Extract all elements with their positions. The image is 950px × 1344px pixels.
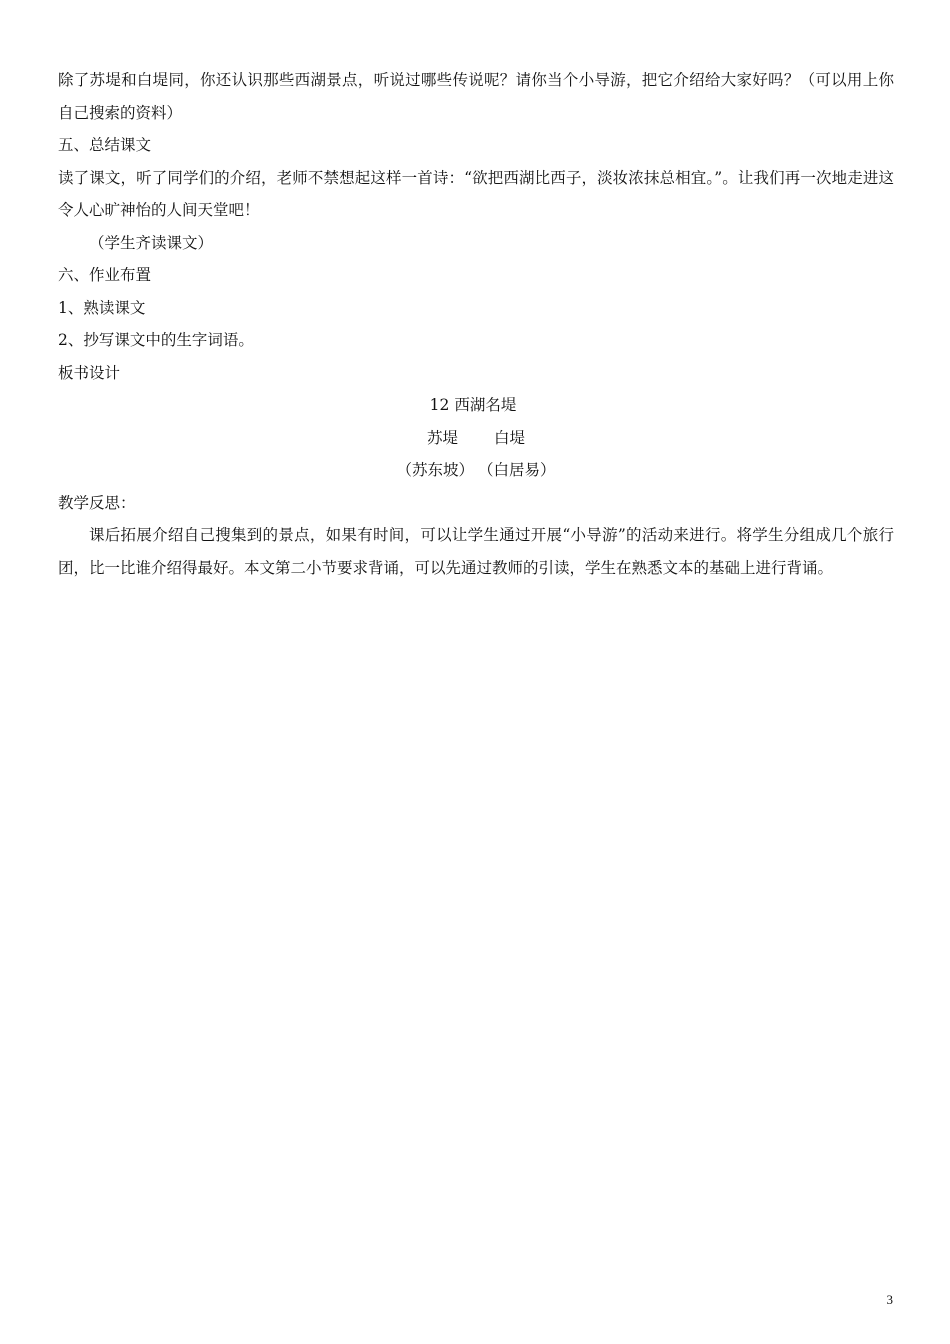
board-design-heading: 板书设计 [58, 363, 121, 382]
page-number: 3 [886, 1292, 893, 1307]
homework-item-1: 1、熟读课文 [58, 298, 146, 317]
board-title: 12 西湖名堤 [429, 396, 517, 414]
paragraph-summary: 读了课文，听了同学们的介绍，老师不禁想起这样一首诗：“欲把西湖比西子，淡妆浓抹总相宜。”。让我们再一次地走进这令人心旷神怡的人间天堂吧！ [58, 168, 894, 219]
reflection-heading: 教学反思： [58, 493, 136, 512]
board-left-name: 苏堤 [426, 428, 458, 447]
paragraph-reading: （学生齐读课文） [89, 233, 214, 252]
document-page [58, 64, 894, 584]
board-names-row [58, 422, 894, 455]
board-left-author: （苏东坡） [396, 461, 474, 479]
section-summary-heading: 五、总结课文 [58, 136, 152, 154]
homework-item-2: 2、抄写课文中的生字词语。 [58, 331, 254, 349]
board-right-author: （白居易） [478, 461, 556, 479]
board-authors-row [58, 454, 894, 487]
section-homework-heading: 六、作业布置 [58, 266, 152, 284]
paragraph-intro: 除了苏堤和白堤同，你还认识那些西湖景点，听说过哪些传说呢？请你当个小导游，把它介绍给大家好吗？（可以用上你自己搜索的资料） [58, 71, 894, 122]
board-right-name: 白堤 [494, 428, 526, 447]
reflection-text: 课后拓展介绍自己搜集到的景点，如果有时间，可以让学生通过开展“小导游”的活动来进行。将学生分组成几个旅行团，比一比谁介绍得最好。本文第二小节要求背诵，可以先通过教师的引读，学生在熟悉文本的基础上进行背诵。 [58, 526, 894, 577]
